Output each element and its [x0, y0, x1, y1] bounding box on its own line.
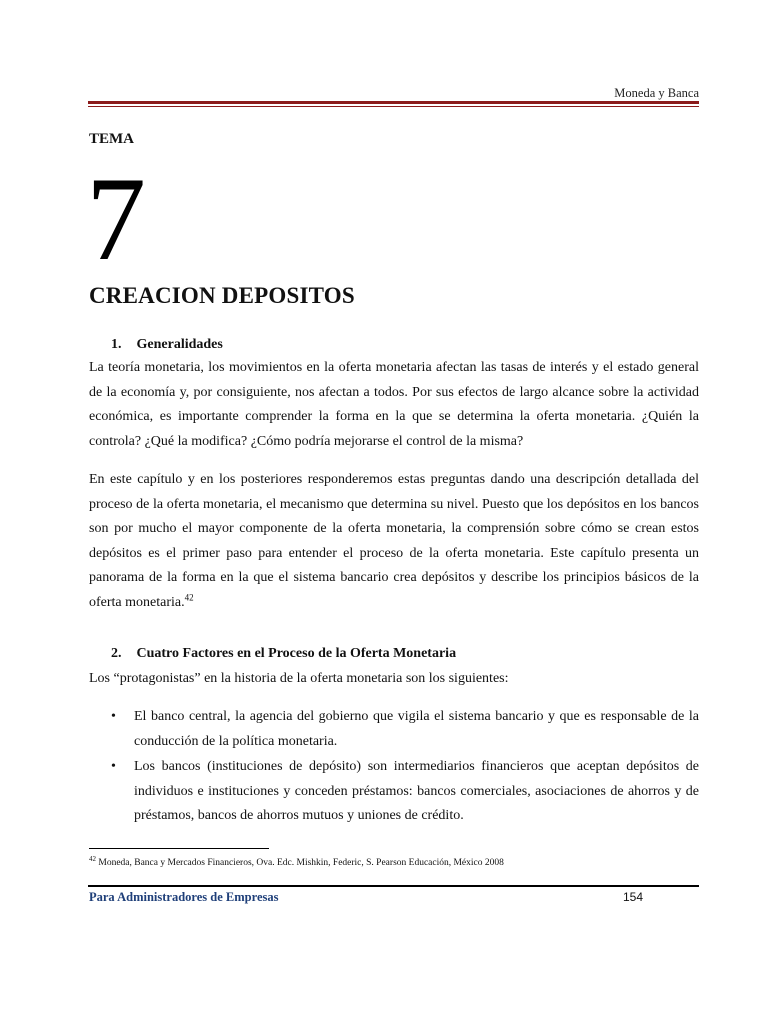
bullet-icon: • — [111, 709, 116, 724]
paragraph-2-text: En este capítulo y en los posteriores responderemos estas preguntas dando una descripción detallada del proceso de la oferta monetaria, el mecanismo que determina su nivel. Puesto que los depósitos en los bancos son por mucho el mayor componente de la oferta monetaria, la comprensión sobre cómo se crean estos depósitos es el primer paso para entender el proceso de la oferta monetaria. Este capítulo presenta un panorama de la forma en la que el sistema bancario crea depósitos y describe los principios básicos de la oferta monetaria. — [89, 472, 699, 610]
list-item-text: El banco central, la agencia del gobierno que vigila el sistema bancario y que es responsable de la conducción de la política monetaria. — [134, 709, 699, 749]
list-item — [89, 755, 699, 829]
section-1-title: Generalidades — [136, 337, 223, 352]
chapter-label: TEMA — [89, 131, 134, 147]
footnote-reference[interactable]: 42 — [184, 591, 194, 602]
section-1-number: 1. — [111, 337, 122, 352]
footer-rule — [88, 885, 699, 887]
protagonists-list — [89, 705, 699, 830]
footnote-separator — [89, 848, 269, 849]
header-rule-thick — [88, 101, 699, 104]
footnote-number: 42 — [89, 855, 96, 863]
chapter-number: 7 — [86, 152, 146, 285]
footnote-text: Moneda, Banca y Mercados Financieros, Ova. Edc. Mishkin, Federic, S. Pearson Educación, México 2008 — [98, 858, 504, 869]
footnote — [89, 855, 504, 868]
footer-title: Para Administradores de Empresas — [89, 890, 279, 904]
page-number: 154 — [623, 890, 644, 904]
bullet-icon: • — [111, 759, 116, 774]
section-2-title: Cuatro Factores en el Proceso de la Oferta Monetaria — [136, 646, 457, 661]
section-1-paragraph-1: La teoría monetaria, los movimientos en la oferta monetaria afectan las tasas de interés y el estado general de la economía y, por consiguiente, nos afectan a todos. Por sus efectos de largo alcance sobre la actividad económica, es importante comprender la forma en la que se determina la oferta monetaria. ¿Quién la controla? ¿Qué la modifica? ¿Cómo podría mejorarse el control de la misma? — [89, 360, 699, 449]
list-item-text: Los bancos (instituciones de depósito) son intermediarios financieros que aceptan depósitos de individuos e instituciones y conceden préstamos: bancos comerciales, asociaciones de ahorros y de préstamos, bancos de ahorros mutuos y uniones de crédito. — [134, 759, 699, 823]
chapter-title: CREACION DEPOSITOS — [89, 283, 355, 308]
section-1-paragraph-2 — [89, 468, 699, 615]
section-2-intro: Los “protagonistas” en la historia de la oferta monetaria son los siguientes: — [89, 671, 509, 686]
section-1-heading — [111, 337, 223, 353]
running-header: Moneda y Banca — [614, 86, 699, 100]
section-2-number: 2. — [111, 646, 122, 661]
section-2-heading — [111, 646, 456, 662]
list-item — [89, 705, 699, 754]
header-rule-thin — [88, 106, 699, 107]
